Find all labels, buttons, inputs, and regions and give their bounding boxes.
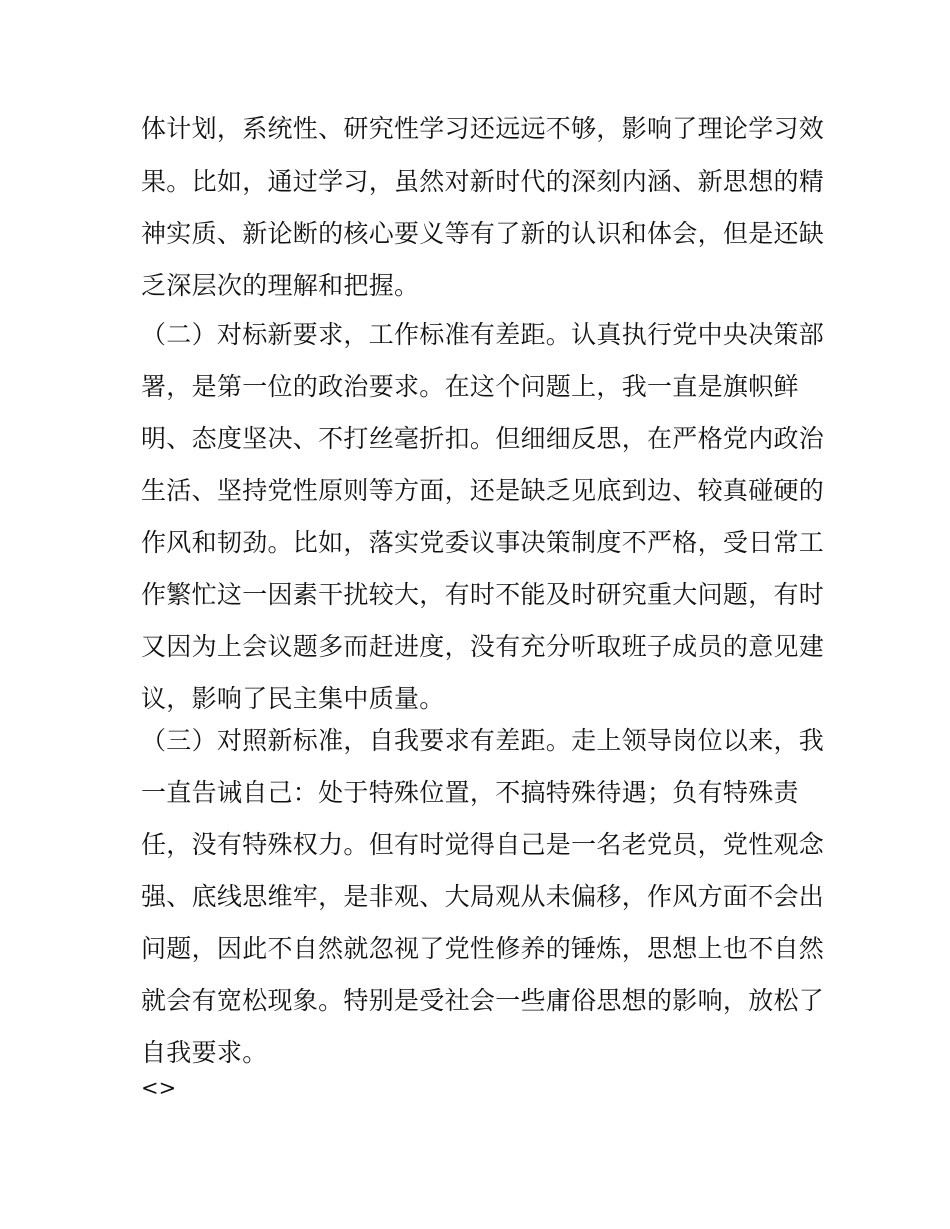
paragraph-heading-line: （二）对标新要求，工作标准有差距。认真执行党中央决策部 <box>141 320 825 349</box>
text-line: 乏深层次的理解和把握。 <box>141 271 420 300</box>
text-line: 体计划，系统性、研究性学习还远远不够，影响了理论学习效 <box>141 114 825 143</box>
text-line: 自我要求。 <box>141 1038 268 1067</box>
text-line: 神实质、新论断的核心要义等有了新的认识和体会，但是还缺 <box>141 219 825 248</box>
text-line: 作风和韧劲。比如，落实党委议事决策制度不严格，受日常工 <box>141 528 825 557</box>
text-line: 就会有宽松现象。特别是受社会一些庸俗思想的影响，放松了 <box>141 986 825 1015</box>
text-line: 任，没有特殊权力。但有时觉得自己是一名老党员，党性观念 <box>141 830 825 859</box>
text-line: 又因为上会议题多而赶进度，没有充分听取班子成员的意见建 <box>141 632 825 661</box>
text-line: 果。比如，通过学习，虽然对新时代的深刻内涵、新思想的精 <box>141 167 825 196</box>
text-line: 生活、坚持党性原则等方面，还是缺乏见底到边、较真碰硬的 <box>141 476 825 505</box>
text-line: 强、底线思维牢，是非观、大局观从未偏移，作风方面不会出 <box>141 882 825 911</box>
text-line: 一直告诫自己：处于特殊位置，不搞特殊待遇；负有特殊责 <box>141 778 799 807</box>
text-line: 署，是第一位的政治要求。在这个问题上，我一直是旗帜鲜 <box>141 372 799 401</box>
text-line: 明、态度坚决、不打丝毫折扣。但细细反思，在严格党内政治 <box>141 424 825 453</box>
text-line: 作繁忙这一因素干扰较大，有时不能及时研究重大问题，有时 <box>141 580 825 609</box>
paragraph-heading-line: （三）对照新标准，自我要求有差距。走上领导岗位以来，我 <box>141 726 825 755</box>
text-line: 问题，因此不自然就忽视了党性修养的锤炼，思想上也不自然 <box>141 934 825 963</box>
end-marker: <> <box>141 1076 177 1100</box>
text-line: 议，影响了民主集中质量。 <box>141 684 445 713</box>
